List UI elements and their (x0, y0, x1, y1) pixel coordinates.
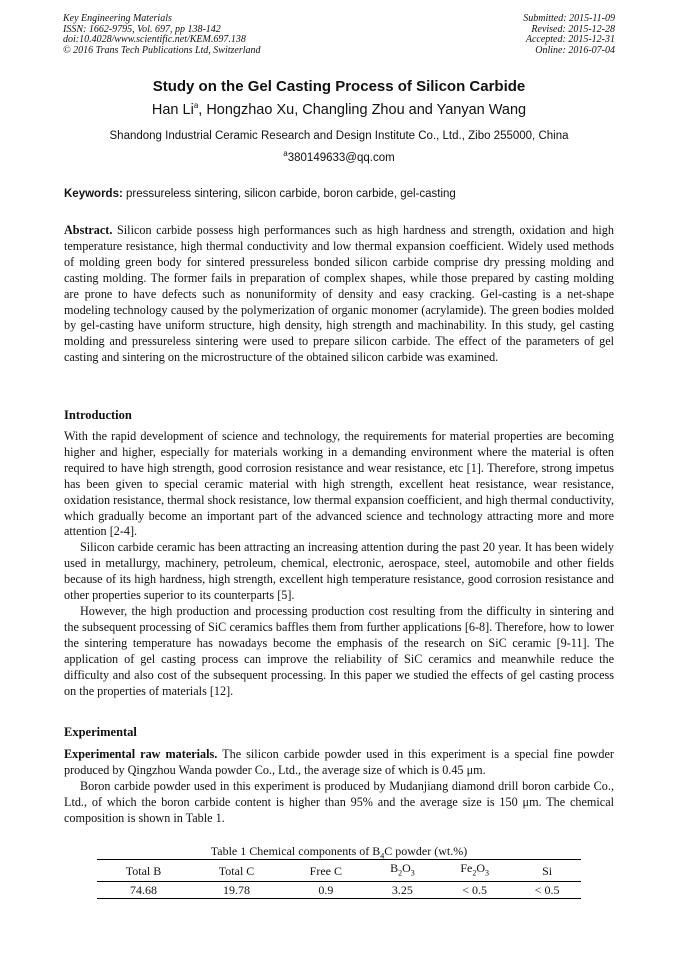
experimental-paragraph: Boron carbide powder used in this experiment is produced by Mudanjiang diamond drill boron carbide Co., Ltd., of which the boron carbide content is higher than 95% and the average size is 150 μm. The chemical composition is shown in Table 1. (64, 778, 614, 825)
header-text: Total B (125, 863, 162, 878)
header-text: Si (542, 863, 553, 878)
table-cell: 19.78 (190, 882, 283, 899)
abstract (64, 223, 614, 366)
journal-copyright: © 2016 Trans Tech Publications Ltd, Switzerland (63, 44, 261, 56)
table-header-cell (97, 860, 190, 882)
header-text: B (390, 861, 399, 875)
caption-text-end: C powder (wt.%) (384, 844, 468, 858)
author-affiliation-mark: a (193, 101, 199, 111)
table-cell: 0.9 (283, 882, 369, 899)
keywords-label: Keywords: (64, 188, 123, 200)
email-address[interactable]: 380149633@qq.com (287, 152, 395, 164)
header-text: Total C (218, 863, 255, 878)
experimental-paragraph (64, 747, 614, 779)
journal-issn: ISSN: 1662-9795, Vol. 697, pp 138-142 (63, 23, 221, 35)
header-text: Fe (460, 861, 473, 875)
table-cell: 74.68 (97, 882, 190, 899)
table-header-cell (369, 860, 437, 882)
header-subscript: 3 (410, 868, 415, 878)
subsection-label: Experimental raw materials. (64, 747, 218, 761)
journal-header-right (523, 14, 615, 56)
date-revised: Revised: 2015-12-28 (531, 23, 615, 35)
journal-name: Key Engineering Materials (63, 13, 172, 24)
header-subscript: 3 (485, 868, 489, 878)
abstract-text: Silicon carbide possess high performances such as high hardness and strength, oxidation and high temperature resistance, high thermal conductivity and low thermal expansion coefficient. Widely used methods of molding green body for sintered pressureless bonded silicon carbide comprise dry pressing molding and casting molding. The former fails in preparation of complex shapes, while those prepared by casting molding are prone to have defects such as nonuniformity of density and easy cracking. Gel-casting is a net-shape modeling technology caused by the polymerization of organic monomer (acrylamide). The green bodies molded by gel-casting have uniform structure, high density, high strength and machinability. In this study, gel casting molding and pressureless sintering were used to prepare silicon carbide. The effect of the parameters of gel casting and sintering on the microstructure of the obtained silicon carbide was examined. (64, 223, 614, 365)
table-header-cell (436, 860, 513, 882)
email-mark: a (283, 149, 288, 159)
table-cell: < 0.5 (513, 882, 581, 899)
keywords-text: pressureless sintering, silicon carbide, boron carbide, gel-casting (122, 188, 456, 200)
header-subscript: 2 (398, 868, 403, 878)
journal-header-left (63, 14, 261, 56)
keywords (64, 187, 624, 202)
chemical-components-table (97, 859, 581, 899)
abstract-label: Abstract. (64, 223, 113, 237)
header-subscript: 2 (472, 868, 477, 878)
table-header-cell (190, 860, 283, 882)
paper-title: Study on the Gel Casting Process of Silicon Carbide (152, 78, 526, 95)
intro-paragraph: Silicon carbide ceramic has been attracting an increasing attention during the past 20 year. It has been widely used in metallurgy, machinery, petroleum, chemical, electronic, aerospace, steel, automobile and other fields because of its high hardness, high strength, excellent high temperature resistance, good corrosion resistance and other properties superior to its counterparts [5]. (64, 540, 614, 603)
section-heading-experimental: Experimental (64, 725, 137, 739)
section-heading-introduction: Introduction (64, 408, 132, 422)
table-cell: < 0.5 (436, 882, 513, 899)
journal-doi[interactable]: doi:10.4028/www.scientific.net/KEM.697.138 (63, 34, 246, 45)
subsection-text: The silicon carbide powder used in this experiment is a special fine powder produced by Qingzhou Wanda powder Co., Ltd., the average size of which is 0.45 μm. (64, 747, 614, 777)
table-cell: 3.25 (369, 882, 437, 899)
header-text: O (402, 861, 411, 875)
other-authors: , Hongzhao Xu, Changling Zhou and Yanyan Wang (198, 102, 527, 118)
date-submitted: Submitted: 2015-11-09 (523, 13, 615, 24)
caption-text: Table 1 Chemical components of B (210, 844, 381, 858)
date-accepted: Accepted: 2015-12-31 (525, 34, 615, 45)
first-author: Han Li (151, 102, 194, 118)
intro-paragraph: However, the high production and processing production cost resulting from the difficulty in sintering and the subsequent processing of SiC ceramics baffles them from further applications [6-8]. Therefore, how to lower the sintering temperature has nowadays become the emphasis of the research on SiC ceramic [9-11]. The application of gel casting process can improve the reliability of SiC ceramics and meanwhile reduce the difficulty and also cost of the subsequent processing. In this paper we studied the effects of gel casting process on the properties of materials [12]. (64, 603, 614, 698)
table-row (97, 882, 581, 899)
header-text: O (476, 861, 485, 875)
table-header-row (97, 860, 581, 882)
date-online: Online: 2016-07-04 (535, 44, 615, 56)
affiliation: Shandong Industrial Ceramic Research and Design Institute Co., Ltd., Zibo 255000, China (109, 130, 569, 142)
table-header-cell (513, 860, 581, 882)
experimental-body (64, 747, 614, 827)
caption-subscript: 4 (380, 851, 385, 861)
table-header-cell (283, 860, 369, 882)
intro-paragraph: With the rapid development of science and technology, the requirements for material properties are becoming higher and higher, especially for materials working in a demanding environment where the material is often required to have high strength, good corrosion resistance and wear resistance, etc [1]. Therefore, strong impetus has been given to special ceramic material with high strength, excellent heat resistance, wear resistance, oxidation resistance, thermal shock resistance, low thermal expansion coefficient, and high thermal conductivity, which gradually become an important part of the advanced science and technology attracting more and more attention [2-4]. (64, 429, 614, 539)
corresponding-email (0, 151, 678, 166)
header-text: Free C (309, 863, 342, 878)
introduction-body (64, 429, 614, 699)
author-list (0, 101, 678, 119)
